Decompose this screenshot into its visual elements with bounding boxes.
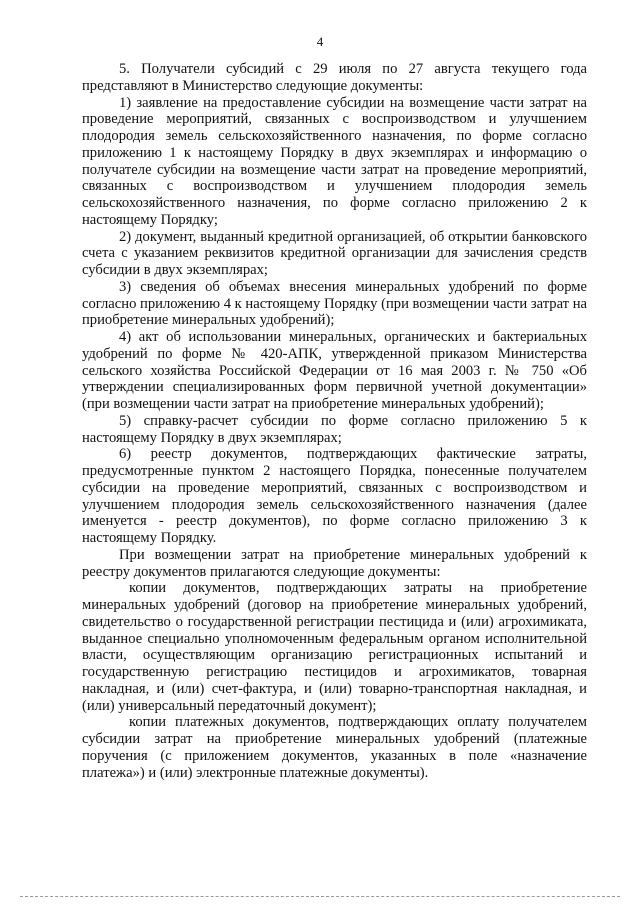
paragraph-fertilizer-attachments: При возмещении затрат на приобретение минеральных удобрений к реестру документов прилагаются следующие документы: [82, 546, 587, 580]
paragraph-subitem-4-usage-act: 4) акт об использовании минеральных, органических и бактериальных удобрений по форме № 420-АПК, утвержденной приказом Министерства сельского хозяйства Российской Федерации от 16 мая 2003 г. № 750 «Об утверждении специализированных форм первичной учетной документации» (при возмещении части затрат на приобретение минеральных удобрений); [82, 329, 587, 412]
paragraph-subitem-2-bank-document: 2) документ, выданный кредитной организацией, об открытии банковского счета с указанием реквизитов кредитной организации для зачисления средств субсидии в двух экземплярах; [82, 228, 587, 278]
paragraph-subitem-5-calculation: 5) справку-расчет субсидии по форме согласно приложению 5 к настоящему Порядку в двух экземплярах; [82, 412, 587, 446]
paragraph-item-5: 5. Получатели субсидий с 29 июля по 27 августа текущего года представляют в Министерство следующие документы: [82, 61, 587, 94]
paragraph-payment-document-copies: копии платежных документов, подтверждающих оплату получателем субсидии затрат на приобретение минеральных удобрений (платежные поручения (с приложением документов, указанных в поле «назначение платежа») и (или) электронные платежные документы). [82, 714, 587, 781]
document-body [82, 61, 587, 781]
paragraph-subitem-3-fertilizer-info: 3) сведения об объемах внесения минеральных удобрений по форме согласно приложению 4 к настоящему Порядку (при возмещении части затрат на приобретение минеральных удобрений); [82, 278, 587, 329]
scan-edge-line [20, 896, 620, 897]
paragraph-subitem-1-application: 1) заявление на предоставление субсидии на возмещение части затрат на проведение мероприятий, связанных с воспроизводством и улучшением плодородия земель сельскохозяйственного назначения, по форме согласно приложению 1 к настоящему Порядку в двух экземплярах и информацию о получателе субсидии на возмещение части затрат на проведение мероприятий, связанных с воспроизводством и улучшением плодородия земель сельскохозяйственного назначения, по форме согласно приложению 2 к настоящему Порядку; [82, 94, 587, 228]
paragraph-subitem-6-registry: 6) реестр документов, подтверждающих фактические затраты, предусмотренные пунктом 2 настоящего Порядка, понесенные получателем субсидии на проведение мероприятий, связанных с воспроизводством и улучшением плодородия земель сельскохозяйственного назначения (далее именуется - реестр документов), по форме согласно приложению 3 к настоящему Порядку. [82, 446, 587, 546]
page-number: 4 [316, 34, 324, 49]
paragraph-cost-document-copies: копии документов, подтверждающих затраты на приобретение минеральных удобрений (договор на приобретение минеральных удобрений, свидетельство о государственной регистрации пестицида и (или) агрохимиката, выданное специально уполномоченным федеральным органом исполнительной власти, осуществляющим организацию регистрационных испытаний и государственную регистрацию пестицидов и агрохимикатов, товарная накладная, и (или) счет-фактура, и (или) товарно-транспортная накладная, и (или) универсальный передаточный документ); [82, 580, 587, 714]
